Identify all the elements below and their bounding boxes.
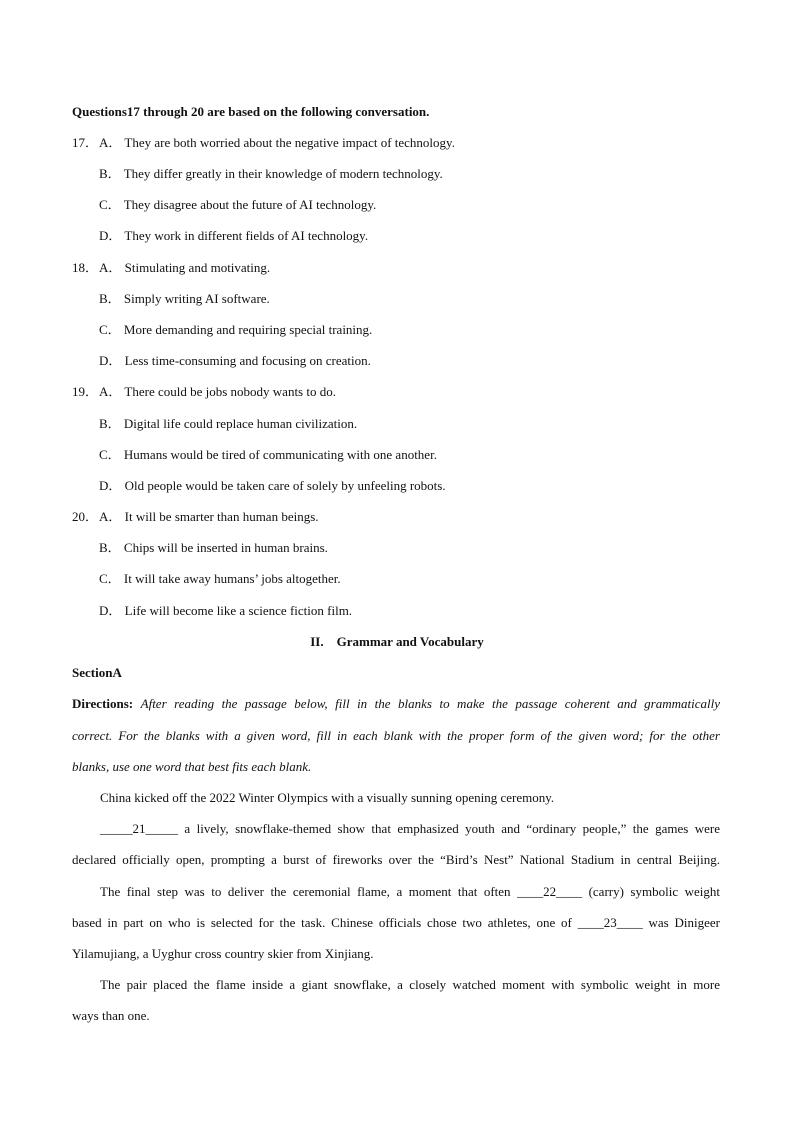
section-label: SectionA — [72, 665, 122, 680]
passage-paragraph-3-line-1: The final step was to deliver the ceremonial flame, a moment that often ____22____ (carry) symbolic weight — [100, 884, 720, 899]
passage-paragraph-3-line-3: Yilamujiang, a Uyghur cross country skier from Xinjiang. — [72, 946, 374, 961]
passage-paragraph-2-line-1: _____21_____ a lively, snowflake-themed show that emphasized youth and “ordinary people,” the games were — [100, 821, 720, 836]
question-number: 18． — [72, 260, 99, 275]
question-number: 19． — [72, 384, 99, 399]
passage-paragraph-1: China kicked off the 2022 Winter Olympics with a visually sunning opening ceremony. — [100, 790, 555, 805]
option-17b: B． They differ greatly in their knowledge of modern technology. — [99, 166, 443, 181]
option-19b: B． Digital life could replace human civilization. — [99, 416, 358, 431]
section-heading: II. Grammar and Vocabulary — [310, 634, 484, 649]
passage-paragraph-3-line-2: based in part on who is selected for the task. Chinese officials chose two athletes, one of ____23____ was Dinigeer — [72, 915, 720, 930]
passage-paragraph-4-line-2: ways than one. — [72, 1008, 150, 1023]
option-18d: D． Less time-consuming and focusing on creation. — [99, 353, 371, 368]
option-20b: B． Chips will be inserted in human brains. — [99, 540, 328, 555]
passage-paragraph-2-line-2: declared officially open, prompting a burst of fireworks over the “Bird’s Nest” National Stadium in central Beijing. — [72, 852, 720, 867]
blank-23[interactable]: ____23____ — [577, 915, 643, 930]
passage-paragraph-4-line-1: The pair placed the flame inside a giant snowflake, a closely watched moment with symbolic weight in more — [100, 977, 720, 992]
directions-line-2: correct. For the blanks with a given word, fill in each blank with the proper form of the given word; for the other — [72, 728, 720, 743]
section-intro-heading: Questions17 through 20 are based on the following conversation. — [72, 104, 430, 119]
directions-line-3: blanks, use one word that best fits each blank. — [72, 759, 312, 774]
blank-22[interactable]: ____22____ — [517, 884, 583, 899]
option-20c: C． It will take away humans’ jobs altogether. — [99, 571, 341, 586]
question-number: 20． — [72, 509, 99, 524]
option-17d: D． They work in different fields of AI technology. — [99, 228, 369, 243]
option-17c: C． They disagree about the future of AI technology. — [99, 197, 377, 212]
option-20a: A． It will be smarter than human beings. — [99, 509, 319, 524]
option-18b: B． Simply writing AI software. — [99, 291, 270, 306]
option-18c: C． More demanding and requiring special training. — [99, 322, 373, 337]
option-17a: A． They are both worried about the negative impact of technology. — [99, 135, 455, 150]
option-19a: A． There could be jobs nobody wants to do. — [99, 384, 336, 399]
question-number: 17． — [72, 135, 99, 150]
option-20d: D． Life will become like a science fiction film. — [99, 603, 353, 618]
option-18a: A． Stimulating and motivating. — [99, 260, 271, 275]
blank-21[interactable]: _____21_____ — [100, 821, 178, 836]
directions-line-1: Directions: After reading the passage below, fill in the blanks to make the passage coherent and grammatically — [72, 696, 721, 711]
option-19d: D． Old people would be taken care of solely by unfeeling robots. — [99, 478, 446, 493]
option-19c: C． Humans would be tired of communicating with one another. — [99, 447, 437, 462]
